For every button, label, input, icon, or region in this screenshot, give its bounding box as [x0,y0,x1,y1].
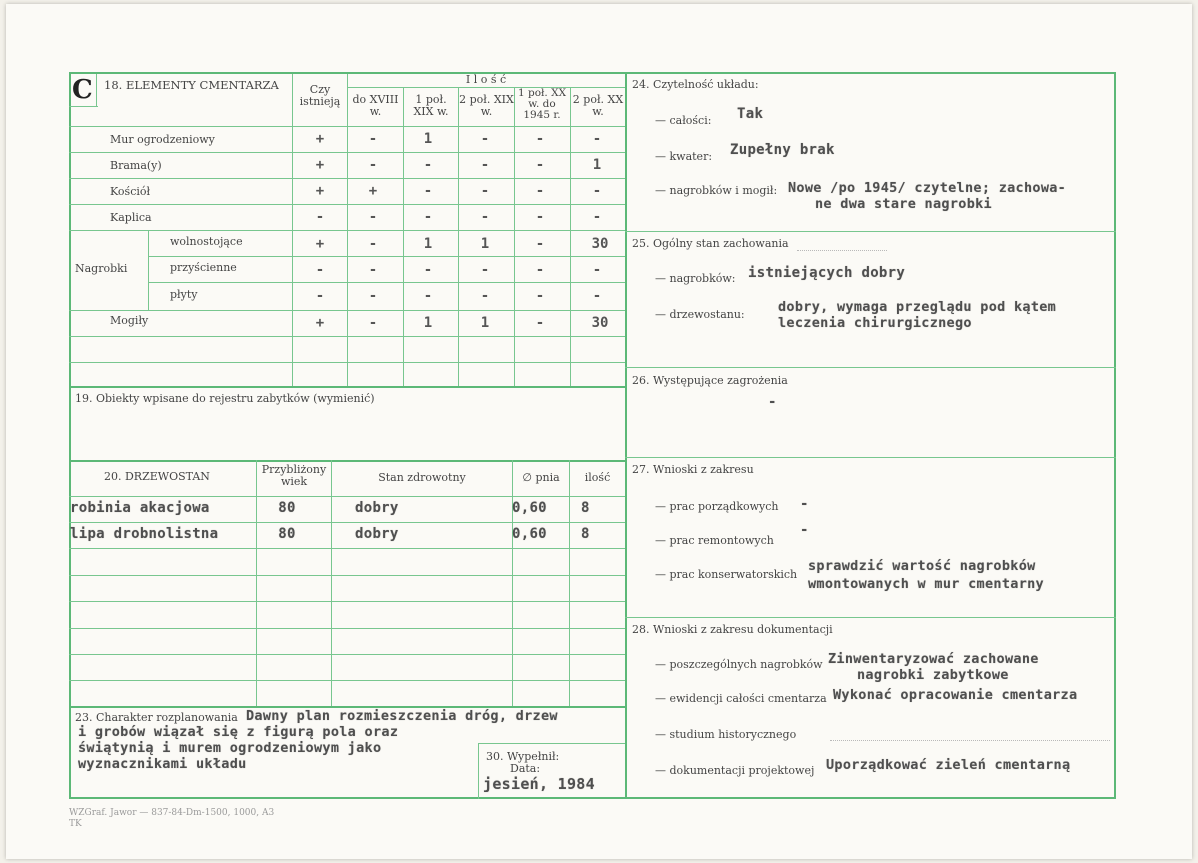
tree-age: 80 [278,526,296,542]
row-label: płyty [170,288,198,301]
registry-label: — ewidencji całości cmentarza [655,692,827,705]
row-label: wolnostojące [170,235,243,248]
exists-value: + [315,315,325,331]
exists-value: + [315,131,325,147]
qty-value: - [480,131,490,147]
tree-trunk: 0,60 [512,526,547,542]
period-header: 1 poł. XIX w. [413,93,449,118]
section19-title: 19. Obiekty wpisane do rejestru zabytków (wymienić) [75,392,375,405]
project-docs-label: — dokumentacji projektowej [655,764,815,777]
tree-count: 8 [581,500,590,516]
tree-count: 8 [581,526,590,542]
row-label: przyścienne [170,261,237,274]
qty-value: - [592,183,602,199]
quarters-label: — kwater: [655,150,713,163]
divider [69,522,625,523]
layout-description: wyznacznikami układu [78,756,247,772]
layout-description: świątynią i murem ogrodzeniowym jako [78,740,382,756]
history-study-label: — studium historycznego [655,728,797,741]
exists-value: + [315,183,325,199]
printer-code: TK [69,819,82,829]
repair-works-value: - [800,522,809,538]
tree-age: 80 [278,500,296,516]
divider [69,310,625,311]
quantity-header: I l o ś ć [465,73,507,86]
divider [625,617,1116,618]
detail-docs-value: Zinwentaryzować zachowane [828,651,1039,667]
divider [347,87,625,88]
qty-value: - [535,236,545,252]
divider [148,256,625,257]
section27-title: 27. Wnioski z zakresu [632,463,754,476]
divider [69,204,625,205]
detail-docs-label: — poszczególnych nagrobków [655,658,823,671]
qty-value: - [480,288,490,304]
divider [69,601,625,602]
period-header: 1 poł. XX w. do 1945 r. [517,87,567,121]
qty-value: 1 [423,236,433,252]
divider [69,336,625,337]
date-value: jesień, 1984 [483,775,595,793]
qty-value: 1 [592,157,602,173]
exists-value: - [315,262,325,278]
divider [69,628,625,629]
divider [625,457,1116,458]
divider [69,548,625,549]
period-header: do XVIII w. [352,93,399,118]
qty-value: - [368,236,378,252]
health-header: Stan zdrowotny [378,471,466,484]
qty-value: - [480,183,490,199]
divider [69,680,625,681]
detail-docs-value: nagrobki zabytkowe [857,667,1009,683]
qty-value: - [368,315,378,331]
section-letter: C [72,75,93,105]
section23-label: 23. Charakter rozplanowania [75,711,238,724]
divider [148,230,149,310]
qty-value: - [535,209,545,225]
section18-title: 18. ELEMENTY CMENTARZA [104,78,279,92]
qty-value: - [592,131,602,147]
divider [148,282,625,283]
qty-value: - [535,262,545,278]
section25-title: 25. Ogólny stan zachowania [632,237,789,250]
divider [96,74,97,106]
exists-header: Czy istnieją [299,83,341,108]
qty-value: 30 [591,315,609,331]
qty-value: - [480,262,490,278]
order-works-value: - [800,496,809,512]
row-label: Mur ogrodzeniowy [110,133,215,146]
divider [797,250,887,251]
tree-health: dobry [355,526,399,542]
qty-value: 1 [480,315,490,331]
qty-value: - [423,262,433,278]
qty-value: - [535,157,545,173]
section26-title: 26. Występujące zagrożenia [632,374,788,387]
divider [570,87,571,386]
section20-title: 20. DRZEWOSTAN [104,470,210,483]
graves-state-label: — nagrobków: [655,272,736,285]
trunk-header: ∅ pnia [522,471,560,484]
conservation-value: wmontowanych w mur cmentarny [808,576,1044,592]
quarters-value: Zupełny brak [730,142,835,158]
filled-by-label: 30. Wypełnił: [486,750,560,763]
qty-value: 1 [423,315,433,331]
whole-value: Tak [737,106,764,122]
tree-health: dobry [355,500,399,516]
divider [69,178,625,179]
divider [830,740,1110,741]
column-divider [625,72,627,799]
divider [69,496,625,497]
trees-state-value: dobry, wymaga przeglądu pod kątem [778,299,1057,315]
graves-legibility-label: — nagrobków i mogił: [655,184,778,197]
divider [69,230,625,231]
registry-value: Wykonać opracowanie cmentarza [833,687,1078,703]
date-label: Data: [510,762,541,775]
divider [69,386,625,388]
age-header: Przybliżony wiek [261,463,327,488]
divider [625,367,1116,368]
divider [69,106,98,107]
divider [403,87,404,386]
divider [458,87,459,386]
count-header: ilość [584,471,611,484]
qty-value: - [535,183,545,199]
row-label: Kościół [110,185,151,198]
qty-value: + [368,183,378,199]
divider [514,87,515,386]
qty-value: - [423,209,433,225]
conservation-value: sprawdzić wartość nagrobków [808,558,1036,574]
divider [69,654,625,655]
graves-label: Nagrobki [75,262,128,275]
qty-value: - [592,262,602,278]
divider [69,152,625,153]
exists-value: - [315,209,325,225]
qty-value: - [535,315,545,331]
row-label: Mogiły [110,314,149,327]
trees-state-value: leczenia chirurgicznego [778,315,972,331]
divider [69,126,625,127]
qty-value: - [368,288,378,304]
project-docs-value: Uporządkować zieleń cmentarną [826,757,1071,773]
qty-value: - [480,157,490,173]
qty-value: - [592,288,602,304]
row-label: Kaplica [110,211,152,224]
tree-trunk: 0,60 [512,500,547,516]
divider [69,460,625,462]
qty-value: 1 [423,131,433,147]
qty-value: 30 [591,236,609,252]
exists-value: + [315,157,325,173]
divider [69,362,625,363]
qty-value: - [480,209,490,225]
qty-value: - [368,209,378,225]
graves-state-value: istniejących dobry [748,265,906,281]
exists-value: - [315,288,325,304]
layout-description: Dawny plan rozmieszczenia dróg, drzew [246,708,558,724]
conservation-label: — prac konserwatorskich [655,568,798,581]
qty-value: 1 [480,236,490,252]
qty-value: - [592,209,602,225]
qty-value: - [535,131,545,147]
qty-value: - [423,157,433,173]
qty-value: - [368,157,378,173]
divider [625,231,1116,232]
period-header: 2 poł. XX w. [572,93,624,118]
qty-value: - [423,183,433,199]
order-works-label: — prac porządkowych [655,500,779,513]
trees-state-label: — drzewostanu: [655,308,745,321]
qty-value: - [535,288,545,304]
section28-title: 28. Wnioski z zakresu dokumentacji [632,623,833,636]
whole-label: — całości: [655,114,712,127]
threats-value: - [768,394,777,410]
divider [69,575,625,576]
row-label: Brama(y) [110,159,162,172]
repair-works-label: — prac remontowych [655,534,774,547]
period-header: 2 poł. XIX w. [459,93,514,118]
tree-name: robinia akacjowa [70,500,210,516]
layout-description: i grobów wiązał się z figurą pola oraz [78,724,399,740]
tree-name: lipa drobnolistna [70,526,219,542]
divider [478,743,479,799]
exists-value: + [315,236,325,252]
graves-legibility-value: ne dwa stare nagrobki [815,196,992,212]
section24-title: 24. Czytelność układu: [632,78,759,91]
divider [478,743,625,744]
graves-legibility-value: Nowe /po 1945/ czytelne; zachowa- [788,180,1067,196]
qty-value: - [368,131,378,147]
printer-imprint: WZGraf. Jawor — 837-84-Dm-1500, 1000, A3 [69,808,275,818]
qty-value: - [368,262,378,278]
qty-value: - [423,288,433,304]
